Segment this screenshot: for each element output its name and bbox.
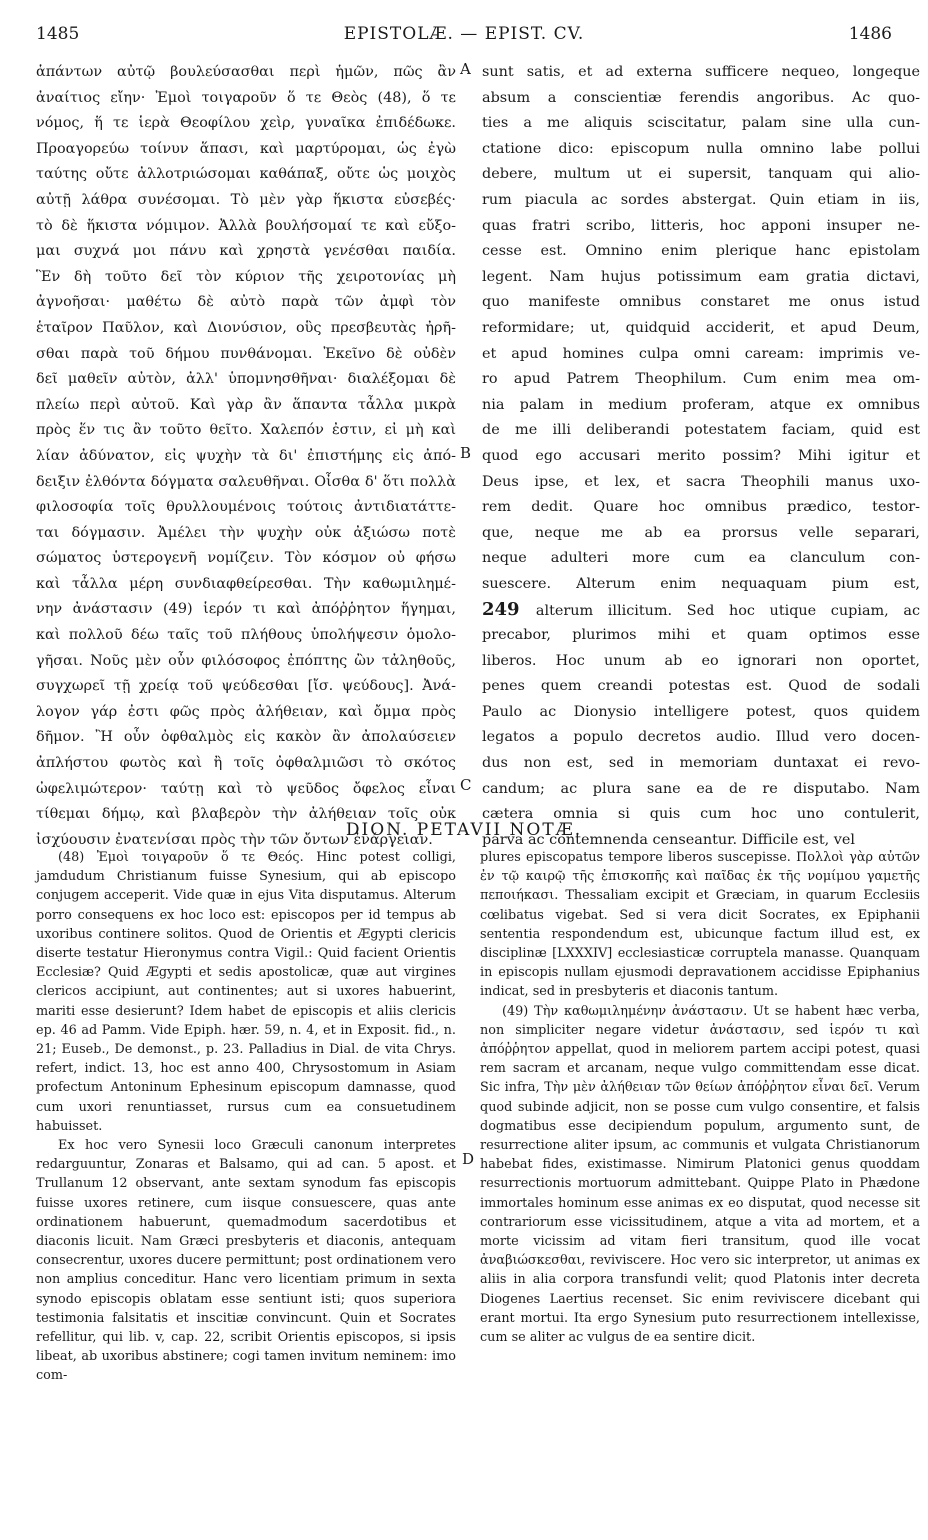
- greek-line: δῆμον. Ἢ οὖν ὀφθαλμὸς εἰς κακὸν ἂν ἀπολαύσειεν: [36, 729, 456, 746]
- note-48-continued: Ex hoc vero Synesii loco Græculi canonum interpretes redarguuntur, Zonaras et Balsamo, qui ad can. 5 apost. et Trullanum 12 observant, ante sextam synodum fas episcopis fuisse uxores retinere, cum iisque consuescere, quas ante ordinationem habuerunt, quemadmodum sacerdotibus et diaconis licuit. Nam Græci presbyteris et diaconis, antequam consecrentur, uxores ducere permittunt; post ordinationem vero non amplius conceditur. Hanc vero licentiam primum in sexta synodo episcopis oblatam esse sentiunt isti; quos superiora testimonia falsitatis et inscitiæ convincunt. Quin et Socrates refellitur, qui lib. v, cap. 22, scribit Orientis episcopos, si ipsis libeat, ab uxoribus abstinere; cogi tamen invitum neminem: imo com-: [36, 1138, 456, 1384]
- latin-line: suescere. Alterum enim nequaquam pium est,: [482, 575, 920, 592]
- latin-line: reformidare; ut, quidquid acciderit, et apud Deum,: [482, 319, 920, 336]
- latin-line: cætera omnia si quis cum hoc uno contulerit,: [482, 806, 920, 823]
- greek-line: ὠφελιμώτερον· ταύτῃ καὶ τὸ ψεῦδος ὄφελος εἶναι: [36, 780, 456, 797]
- notes-title: DION. PETAVII NOTÆ.: [345, 820, 583, 840]
- greek-line: πρὸς ἕν τις ἂν τοῦτο θεῖτο. Χαλεπόν ἐστιν, εἰ μὴ καὶ: [36, 422, 456, 439]
- greek-text-column: [36, 60, 456, 853]
- section-marker-b: B: [460, 444, 472, 462]
- latin-line: Deus ipse, et lex, et sacra Theophili manus uxo-: [482, 473, 920, 490]
- latin-line: quod ego accusari merito possim? Mihi igitur et: [482, 447, 920, 464]
- greek-line: Προαγορεύω τοίνυν ἅπασι, καὶ μαρτύρομαι, ὡς ἐγὼ: [36, 140, 456, 157]
- latin-line: dus non est, sed in memoriam duntaxat ei revo-: [482, 755, 920, 772]
- greek-line: καὶ τἆλλα μέρη συνδιαφθείρεσθαι. Τὴν καθωμιλημέ-: [36, 575, 456, 592]
- latin-line: ctatione dico: episcopum nulla omnino labe pollui: [482, 140, 920, 157]
- greek-line: νην ἀνάστασιν (49) ἱερόν τι καὶ ἀπόῤῥητον ἥγημαι,: [36, 601, 456, 618]
- note-48-end: plures episcopatus tempore liberos suscepisse. Πολλοὶ γὰρ αὐτῶν ἐν τῷ καιρῷ τῆς ἐπισκοπῆς καὶ παῖδας ἐκ τῆς νομίμου γαμετῆς πεποιήκασι. Thessaliam excipit et Græciam, in quarum Ecclesiis cœlibatus vigebat. Sed si vera dicit Socrates, ex Epiphanii sententia respondendum est, ubicunque factum illud est, ex disciplinæ [LXXXIV] ecclesiasticæ corruptela manasse. Quanquam in episcopis nullam ejusmodi depravationem accidisse Epiphanius indicat, sed in presbyteris et diaconis tantum.: [480, 850, 920, 1000]
- latin-line: que, neque me ab ea prorsus velle separari,: [482, 524, 920, 541]
- note-49: (49) Τὴν καθωμιλημένην ἀνάστασιν. Ut se habent hæc verba, non simpliciter negare videtur ἀνάστασιν, sed ἱερόν τι καὶ ἀπόῤῥητον appellat, quod in meliorem partem accipi potest, quasi rem sacram et arcanam, neque vulgo committendam esse dicat. Sic infra, Τὴν μὲν ἀλήθειαν τῶν θείων ἀπόῤῥητον εἶναι δεῖ. Verum quod subinde adjicit, non se posse cum vulgo consentire, et falsis dogmatibus esse decipiendum populum, argumento sunt, de resurrectione aliter ipsum, ac communis et vulgata Christianorum habebat fides, existimasse. Nimirum Platonici genus quoddam resurrectionis mortuorum admittebant. Quippe Plato in Phædone immortales hominum esse animas ex eo disputat, quod necesse sit contrariorum esse vicissitudinem, atque a vita ad mortem, et a morte vicissim ad vitam fieri transitum, quod ille vocat ἀναβιώσκεσθαι, reviviscere. Hoc vero sic interpretor, ut animas ex aliis in alia corpora transfundi velit; quod Platonis inter decreta Diogenes Laertius recenset. Sic enim reviviscere dicebant qui erant mortui. Ita ergo Synesium puto resurrectionem intellexisse, cum se aliter ac vulgus de ea sentire dicit.: [480, 1003, 920, 1346]
- greek-line: δεῖ μαθεῖν αὐτὸν, ἀλλ' ὑπομνησθῆναι· διαλέξομαι δὲ: [36, 371, 456, 388]
- greek-line: λίαν ἀδύνατον, εἰς ψυχὴν τὰ δι' ἐπιστήμης εἰς ἀπό-: [36, 447, 456, 464]
- latin-line: liberos. Hoc unum ab eo ignorari non oportet,: [482, 652, 920, 669]
- greek-line: ἀναίτιος εἴην· Ἐμοὶ τοιγαροῦν ὅ τε Θεὸς (48), ὅ τε: [36, 89, 456, 106]
- greek-line: δειξιν ἐλθόντα δόγματα σαλευθῆναι. Οἶσθα δ' ὅτι πολλὰ: [36, 473, 456, 490]
- greek-line: μαι συχνά μοι πάνυ καὶ χρηστὰ γενέσθαι παιδία.: [36, 243, 456, 260]
- greek-line: τὸ δὲ ἥκιστα νόμιμον. Ἀλλὰ βουλήσομαί τε καὶ εὔξο-: [36, 217, 456, 234]
- greek-line: ἑταῖρον Παῦλον, καὶ Διονύσιον, οὓς πρεσβευτὰς ἠρῆ-: [36, 319, 456, 336]
- greek-line: ταύτης οὔτε ἀλλοτριώσομαι καθάπαξ, οὔτε ὡς μοιχὸς: [36, 166, 456, 183]
- greek-line: φιλοσοφία τοῖς θρυλλουμένοις τούτοις ἀντιδιατάττε-: [36, 499, 456, 516]
- latin-line: sunt satis, et ad externa sufficere nequeo, longeque: [482, 64, 920, 80]
- latin-line: penes quem creandi potestas est. Quod de sodali: [482, 678, 920, 695]
- greek-line: σθαι παρὰ τοῦ δήμου πυνθάνομαι. Ἐκεῖνο δὲ οὐδὲν: [36, 345, 456, 362]
- right-page-number: 1486: [848, 24, 892, 44]
- left-page-number: 1485: [36, 24, 80, 44]
- section-marker-c: C: [460, 776, 472, 794]
- latin-line: rem dedit. Quare hoc omnibus prædico, testor-: [482, 499, 920, 516]
- page-header: [36, 24, 892, 52]
- latin-line: precabor, plurimos mihi et quam optimos esse: [482, 627, 920, 644]
- greek-line: ἀπλήστου φωτὸς καὶ ἢ τοῖς ὀφθαλμιῶσι τὸ σκότος: [36, 755, 456, 772]
- latin-line: ro apud Patrem Theophilum. Cum enim mea om-: [482, 371, 920, 388]
- latin-line: rum piacula ac sordes abstergat. Quin etiam in iis,: [482, 191, 920, 208]
- latin-line: candum; ac plura sane ea de re disputabo. Nam: [482, 780, 920, 797]
- latin-line: 249 alterum illicitum. Sed hoc utique cupiam, ac: [482, 599, 920, 621]
- latin-line: nia palam in medium proferam, atque ex omnibus: [482, 396, 920, 413]
- greek-line: νόμος, ἥ τε ἱερὰ Θεοφίλου χεὶρ, γυναῖκα ἐπιδέδωκε.: [36, 115, 456, 132]
- latin-line: et apud homines culpa omni caream: imprimis ve-: [482, 345, 920, 362]
- greek-line: ἰσχύουσιν ἐνατενίσαι πρὸς τὴν τῶν ὄντων ἐνάργειαν.: [36, 831, 433, 848]
- greek-line: ἀγνοῆσαι· μαθέτω δὲ αὐτὸ παρὰ τῶν ἀμφὶ τὸν: [36, 294, 456, 311]
- latin-line: debere, multum ut ei supersit, tanquam qui alio-: [482, 166, 920, 183]
- section-marker-a: A: [460, 60, 471, 78]
- latin-line: cesse est. Omnino enim plerique hanc epistolam: [482, 243, 920, 260]
- greek-line: σώματος ὑστερογενῆ νομίζειν. Τὸν κόσμον οὐ φήσω: [36, 550, 456, 567]
- latin-line: ties a me aliquis sciscitatur, palam sine ulla cun-: [482, 115, 920, 132]
- notes-left-column: [36, 848, 456, 1386]
- greek-line: πλείω περὶ αὐτοῦ. Καὶ γὰρ ἂν ἅπαντα τἆλλα μικρὰ: [36, 396, 456, 413]
- latin-line: de me illi deliberandi potestatem faciam, quid est: [482, 422, 920, 439]
- greek-line: τίθεμαι δήμῳ, καὶ βλαβερὸν τὴν ἀλήθειαν τοῖς οὐκ: [36, 806, 456, 823]
- running-title: EPISTOLÆ. — EPIST. CV.: [343, 24, 585, 44]
- greek-line: αὐτῇ λάθρα συνέσομαι. Τὸ μὲν γὰρ ἥκιστα εὐσεβές·: [36, 191, 456, 208]
- latin-line: legatos a populo decretos audio. Illud vero docen-: [482, 729, 920, 746]
- latin-line: quo manifeste omnibus constaret me onus istud: [482, 294, 920, 311]
- greek-line: καὶ πολλοῦ δέω ταῖς τοῦ πλήθους ὑπολήψεσιν ὁμολο-: [36, 627, 456, 644]
- greek-line: συγχωρεῖ τῇ χρείᾳ τοῦ ψεύδεσθαι [ἴσ. ψεύδους]. Ἀνά-: [36, 678, 456, 695]
- latin-line: parva ac contemnenda censeantur. Difficile est, vel: [482, 831, 856, 848]
- greek-line: λογον γάρ ἐστι φῶς πρὸς ἀλήθειαν, καὶ ὄμμα πρὸς: [36, 703, 456, 720]
- notes-right-column: [480, 848, 920, 1347]
- greek-line: ται δόγμασιν. Ἀμέλει τὴν ψυχὴν οὐκ ἀξιώσω ποτὲ: [36, 524, 456, 541]
- latin-line: neque adulteri more cum ea clanculum con-: [482, 550, 920, 567]
- latin-line: absum a conscientiæ ferendis angoribus. Ac quo-: [482, 89, 920, 106]
- column-number: 249: [482, 599, 536, 621]
- section-marker-d: D: [462, 1150, 475, 1168]
- latin-text-column: [482, 60, 920, 853]
- latin-line: Paulo ac Dionysio intelligere potest, quos quidem: [482, 703, 920, 720]
- greek-line: Ἓν δὴ τοῦτο δεῖ τὸν κύριον τῆς χειροτονίας μὴ: [36, 268, 456, 285]
- greek-line: ἁπάντων αὐτῷ βουλεύσασθαι περὶ ἡμῶν, πῶς ἂν: [36, 64, 456, 80]
- note-48: (48) Ἐμοὶ τοιγαροῦν ὅ τε Θεός. Hinc potest colligi, jamdudum Christianum fuisse Synesium, qui ab episcopo conjugem acceperit. Vide quæ in ejus Vita disputamus. Alterum porro consequens ex hoc loco est: episcopos per id tempus ab uxoribus continere solitos. Quod de Orientis et Ægypti clericis diserte testatur Hieronymus contra Vigil.: Quid facient Orientis Ecclesiæ? Quid Ægypti et sedis apostolicæ, quæ aut virgines clericos accipiunt, aut continentes; aut si uxores habuerint, mariti esse desierunt? Idem habet de episcopis et aliis clericis ep. 46 ad Pamm. Vide Epiph. hær. 59, n. 4, et in Exposit. fid., n. 21; Euseb., De demonst., p. 23. Palladius in Dial. de vita Chrys. refert, indict. 13, hoc est anno 400, Chrysostomum in Asiam profectum Antoninum Ephesinum episcopum damnasse, quod cum uxori renuntiasset, rursus cum ea consuetudinem habuisset.: [36, 850, 456, 1134]
- latin-line: quas fratri scribo, litteris, hoc apponi insuper ne-: [482, 217, 920, 234]
- greek-line: γῆσαι. Νοῦς μὲν οὖν φιλόσοφος ἐπόπτης ὢν τἀληθοῦς,: [36, 652, 456, 669]
- latin-line: legent. Nam hujus potissimum eam gratia dictavi,: [482, 268, 920, 285]
